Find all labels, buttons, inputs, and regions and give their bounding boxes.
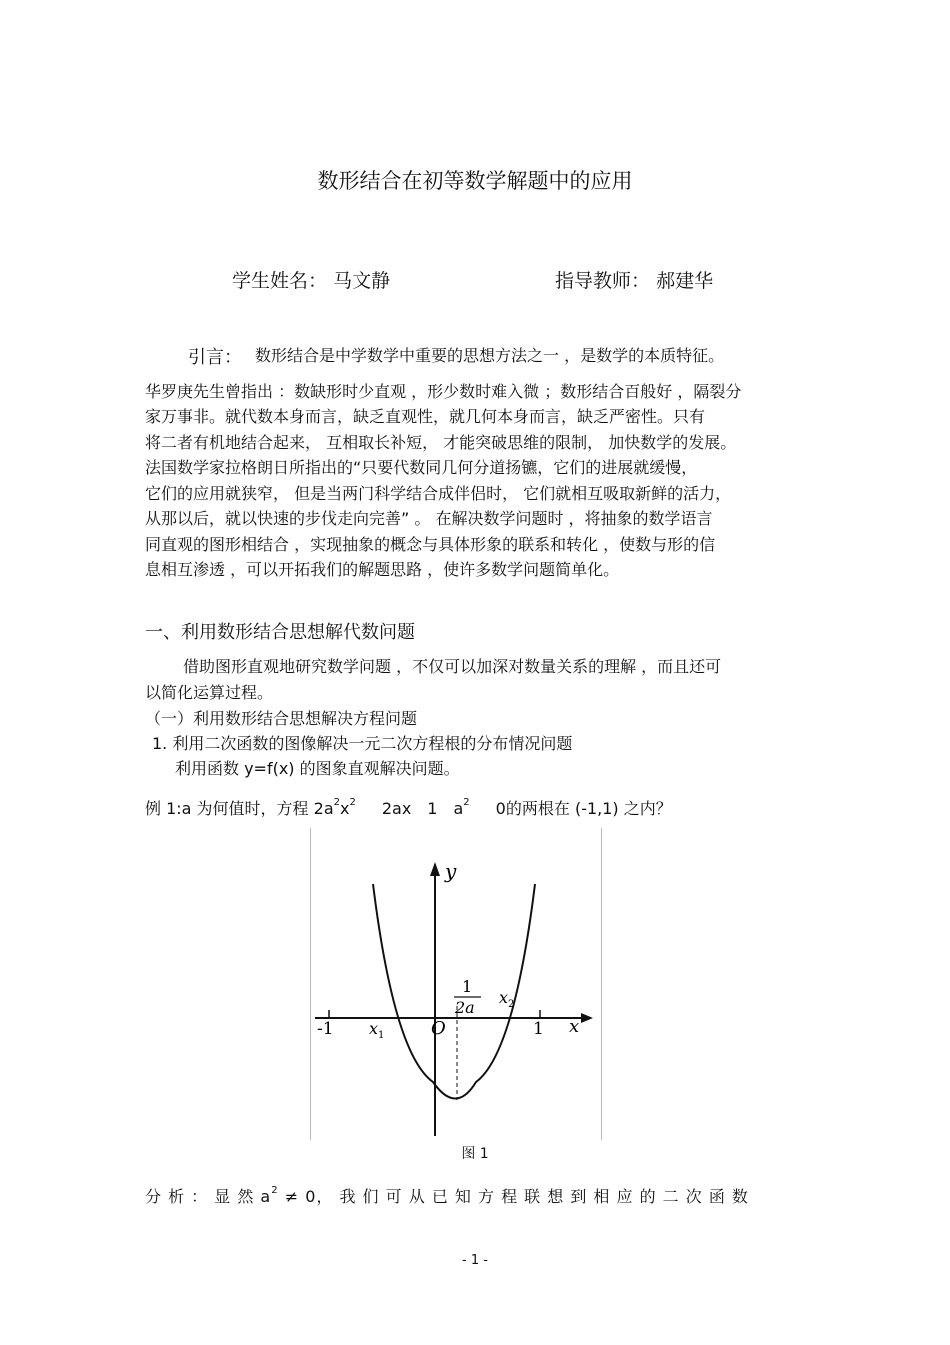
origin-label: O — [431, 1018, 446, 1039]
subsection-heading: （一）利用数形结合思想解决方程问题 — [145, 709, 418, 728]
fraction-denominator: 2a — [455, 998, 475, 1017]
intro-line: 息相互渗透 ，可以开拓我们的解题思路 ，使许多数学问题简单化。 — [145, 560, 620, 579]
method-text: 利用函数 y=f(x) 的图象直观解决问题。 — [175, 759, 460, 778]
intro-line: 同直观的图形相结合 ，实现抽象的概念与具体形象的联系和转化 ，使数与形的信 — [145, 535, 716, 554]
section-para-line: 借助图形直观地研究数学问题 ，不仅可以加深对数量关系的理解 ，而且还可 — [183, 657, 722, 676]
section-para-line: 以简化运算过程。 — [145, 683, 274, 702]
example-x: x — [340, 799, 350, 818]
student-info — [232, 266, 390, 293]
advisor-info — [555, 266, 713, 293]
intro-label: 引言： — [188, 347, 242, 368]
intro-line: 法国数学家拉格朗日所指出的“只要代数同几何分道扬镳，它们的进展就缓慢， — [145, 458, 698, 477]
student-label: 学生姓名： — [232, 270, 328, 292]
advisor-name: 郝建华 — [656, 270, 714, 292]
intro-line: 数形结合是中学数学中重要的思想方法之一 ，是数学的本质特征。 — [255, 346, 725, 365]
page-number: - 1 - — [462, 1253, 488, 1268]
example-term: 2ax — [381, 799, 412, 818]
intro-line: 将二者有机地结合起来， 互相取长补短， 才能突破思维的限制， 加快数学的发展。 — [145, 433, 737, 452]
intro-line: 家万事非。就代数本身而言，缺乏直观性，就几何本身而言，缺乏严密性。只有 — [145, 407, 706, 426]
section-heading: 一、利用数形结合思想解代数问题 — [145, 622, 415, 643]
subsubsection-heading: 1. 利用二次函数的图像解决一元二次方程根的分布情况问题 — [152, 734, 573, 753]
advisor-label: 指导教师： — [555, 270, 651, 292]
student-name: 马文静 — [333, 270, 391, 292]
superscript: 2 — [349, 797, 356, 808]
intro-line: 华罗庚先生曾指出 ：数缺形时少直观 ，形少数时难入微 ；数形结合百般好 ，隔裂分 — [145, 382, 742, 401]
superscript: 2 — [271, 1185, 279, 1196]
analysis-text: 分 析 ： 显 然 a — [145, 1187, 272, 1206]
example-term: a — [453, 799, 464, 818]
superscript: 2 — [463, 797, 470, 808]
example-problem — [145, 796, 672, 819]
analysis-text: ≠ 0， 我 们 可 从 已 知 方 程 联 想 到 相 应 的 二 次 函 数 — [278, 1187, 749, 1206]
example-prefix: 例 1:a 为何值时，方程 2a — [145, 799, 334, 818]
parabola-curve — [373, 884, 535, 1099]
superscript: 2 — [333, 797, 340, 808]
figure-1 — [310, 828, 602, 1140]
tick-label-neg1: -1 — [317, 1019, 334, 1039]
x-axis-label: x — [569, 1016, 580, 1037]
figure-caption: 图 1 — [461, 1146, 489, 1162]
example-suffix: 的两根在 (-1,1) 之内？ — [505, 799, 672, 818]
example-term: 1 — [427, 799, 438, 818]
root-x1-label: $x_1$ — [369, 1019, 385, 1041]
x-axis-arrow — [581, 1013, 593, 1023]
intro-line: 它们的应用就狭窄， 但是当两门科学结合成伴侣时， 它们就相互吸取新鲜的活力， — [145, 484, 732, 503]
tick-label-pos1: 1 — [533, 1019, 544, 1039]
parabola-graph — [311, 828, 601, 1140]
analysis-line — [145, 1184, 749, 1207]
y-axis-label: y — [445, 859, 457, 883]
fraction-numerator: 1 — [462, 977, 473, 996]
example-term: 0 — [495, 799, 506, 818]
y-axis-arrow — [430, 862, 440, 876]
page-title: 数形结合在初等数学解题中的应用 — [317, 169, 633, 193]
intro-line: 从那以后，就以快速的步伐走向完善” 。 在解决数学问题时 ，将抽象的数学语言 — [145, 509, 713, 528]
root-x2-label: $x_2$ — [499, 988, 515, 1010]
